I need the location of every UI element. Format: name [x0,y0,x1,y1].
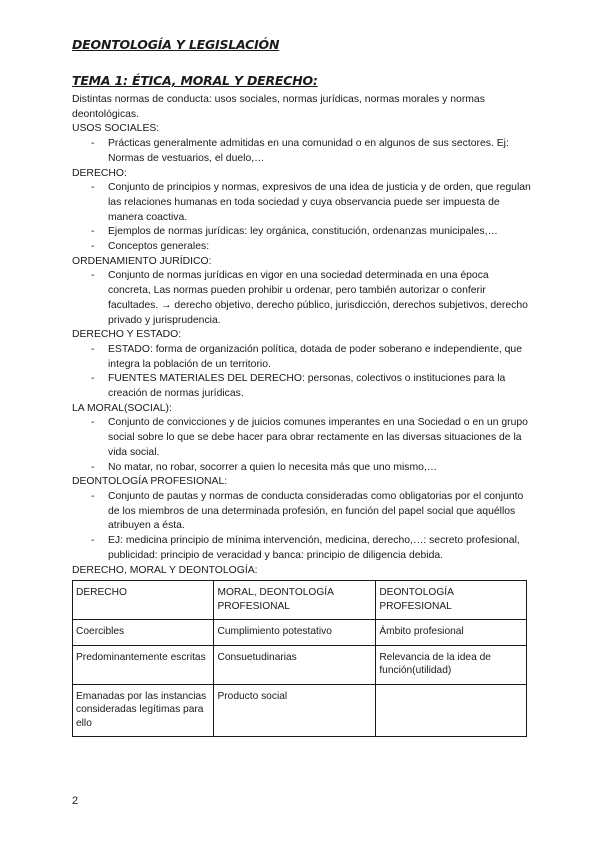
list-item: - ESTADO: forma de organización política, dotada de poder soberano e independiente, que integra la población de un territorio. [72,343,532,372]
document-body [72,93,532,737]
list-item: - Conjunto de convicciones y de juicios comunes imperantes en una Sociedad o en un grupo social sobre lo que se debe hacer para obrar rectamente en las diversas situaciones de la vida social. [72,416,532,460]
list-item: - Conjunto de principios y normas, expresivos de una idea de justicia y de orden, que regulan las relaciones humanas en toda sociedad y cuya observancia puede ser impuesta de manera coactiva. [72,181,532,225]
table-cell: Producto social [214,684,376,737]
list-item: - FUENTES MATERIALES DEL DERECHO: personas, colectivos o instituciones para la creación de normas jurídicas. [72,372,532,401]
heading-deontologia: DEONTOLOGÍA PROFESIONAL: [72,476,228,488]
table-cell: Relevancia de la idea de función(utilidad) [376,645,527,684]
list-derecho [72,181,532,255]
list-moral [72,416,532,475]
intro-paragraph: Distintas normas de conducta: usos sociales, normas jurídicas, normas morales y normas deontológicas. [72,94,485,120]
heading-derecho: DERECHO: [72,167,127,179]
table-cell: Predominantemente escritas [73,645,214,684]
table-cell: Cumplimiento potestativo [214,620,376,646]
table-cell: Consuetudinarias [214,645,376,684]
table-header-cell: DERECHO [73,581,214,620]
table-header-cell: DEONTOLOGÍA PROFESIONAL [376,581,527,620]
list-ordenamiento [72,269,532,328]
list-item: - Conjunto de normas jurídicas en vigor en una sociedad determinada en una época concreta, Las normas pueden prohibir u ordenar, pero también autorizar o conferir facultades. → derecho objetivo, derecho público, jurisdicción, derechos subjetivos, derecho privado y jurisprudencia. [72,269,532,328]
table-header-row [73,581,527,620]
list-item: - EJ: medicina principio de mínima intervención, medicina, derecho,…: secreto profesional, publicidad: principio de veracidad y banca: principio de diligencia debida. [72,534,532,563]
table-row [73,645,527,684]
list-item: - Conceptos generales: [72,240,532,255]
table-row [73,620,527,646]
list-item: - No matar, no robar, socorrer a quien lo necesita más que uno mismo,… [72,461,532,476]
list-item: - Conjunto de pautas y normas de conducta consideradas como obligatorias por el conjunto de los miembros de una determinada profesión, en función del papel social que aquéllos atribuyen a ésta. [72,490,532,534]
tema-title: TEMA 1: ÉTICA, MORAL Y DERECHO: [72,73,318,88]
list-usos-sociales [72,137,532,166]
list-item: - Ejemplos de normas jurídicas: ley orgánica, constitución, ordenanzas municipales,… [72,225,532,240]
heading-comparativa: DERECHO, MORAL Y DEONTOLOGÍA: [72,564,258,576]
document-title: DEONTOLOGÍA Y LEGISLACIÓN [72,37,280,52]
heading-moral: LA MORAL(SOCIAL): [72,402,172,414]
table-cell [376,684,527,737]
heading-ordenamiento: ORDENAMIENTO JURÍDICO: [72,255,212,267]
page-number: 2 [72,795,79,807]
table-cell: Ámbito profesional [376,620,527,646]
list-derecho-estado [72,343,532,402]
list-item: - Prácticas generalmente admitidas en una comunidad o en algunos de sus sectores. Ej: Normas de vestuarios, el duelo,… [72,137,532,166]
table-header-cell: MORAL, DEONTOLOGÍA PROFESIONAL [214,581,376,620]
heading-usos-sociales: USOS SOCIALES: [72,123,160,135]
table-row [73,684,527,737]
table-cell: Emanadas por las instancias consideradas legítimas para ello [73,684,214,737]
list-deontologia [72,490,532,564]
heading-derecho-estado: DERECHO Y ESTADO: [72,329,182,341]
table-cell: Coercibles [73,620,214,646]
comparison-table [72,580,527,737]
